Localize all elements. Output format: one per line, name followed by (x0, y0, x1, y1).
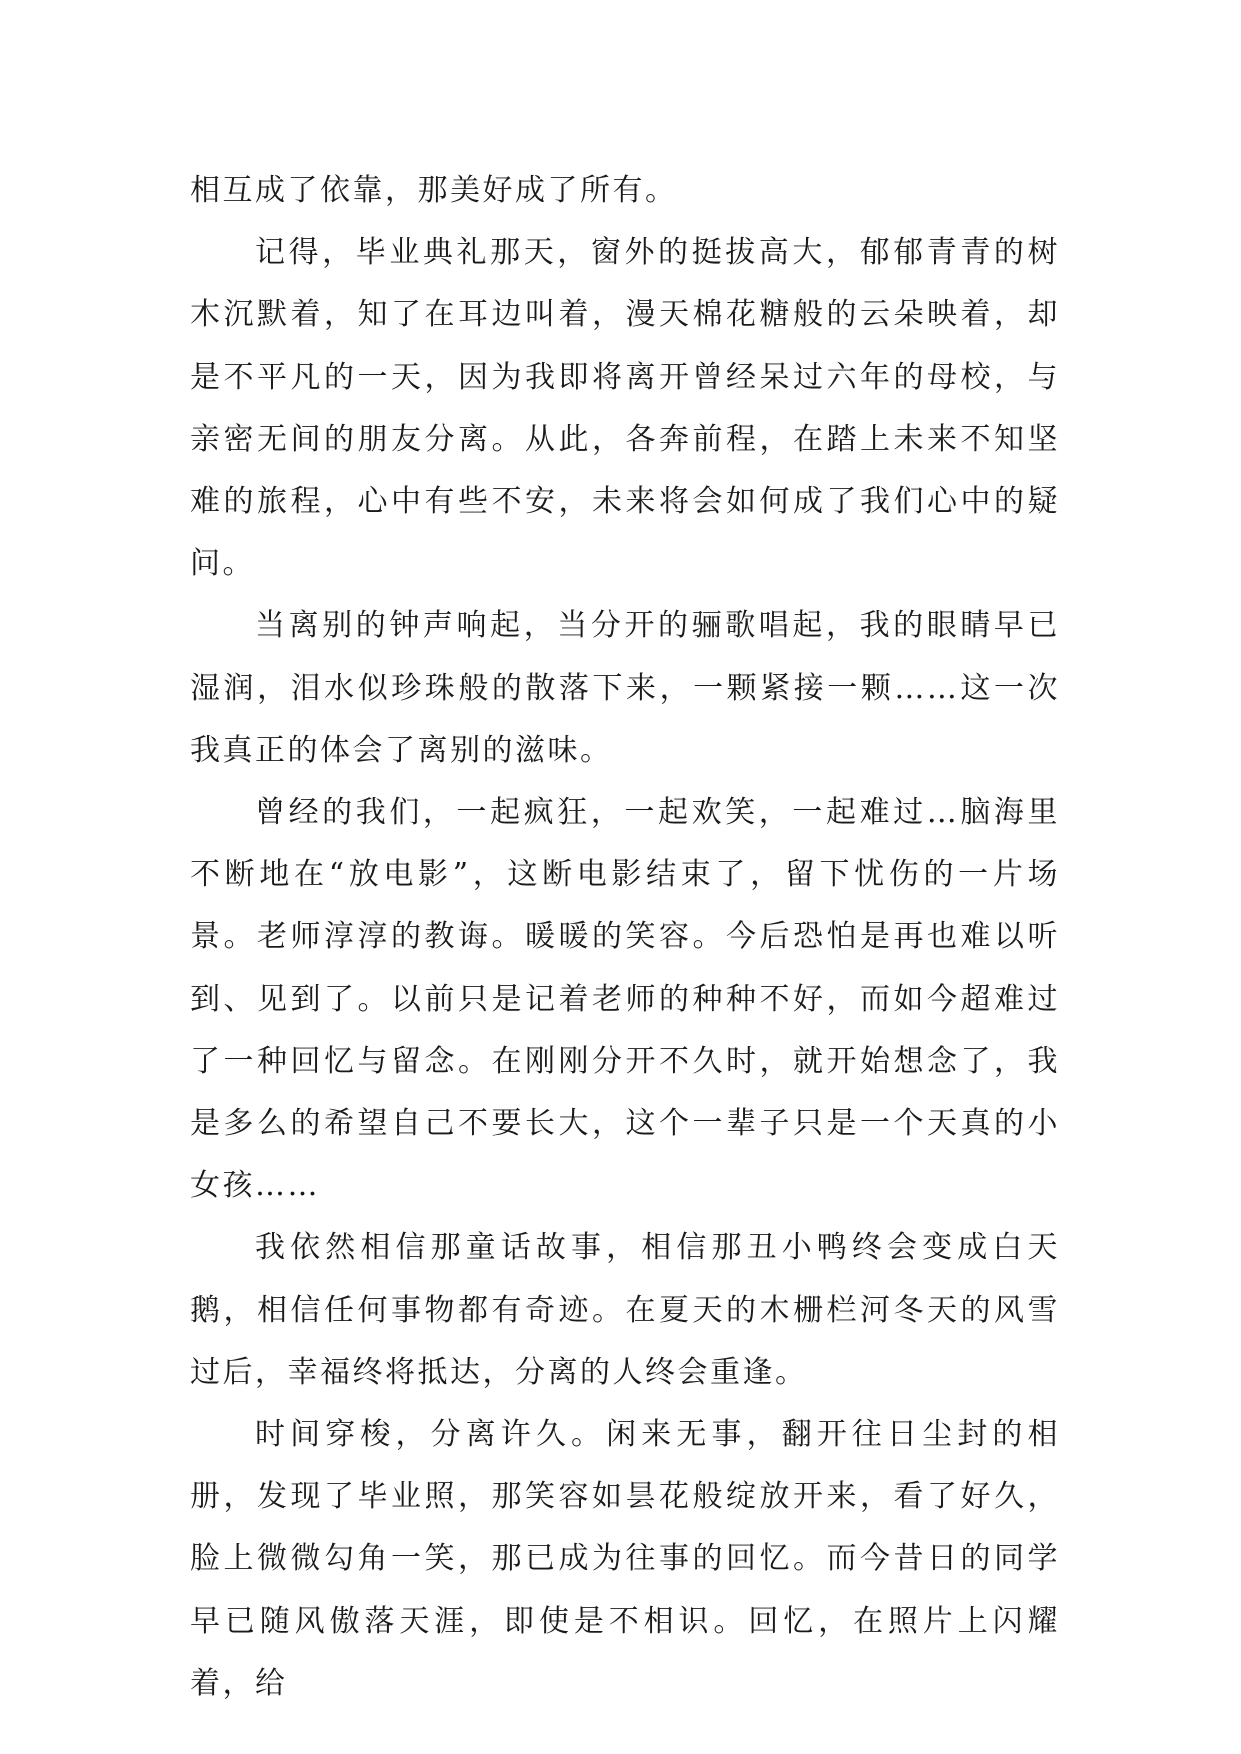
paragraph-graduation-day: 记得，毕业典礼那天，窗外的挺拔高大，郁郁青青的树木沉默着，知了在耳边叫着，漫天棉花糖般的云朵映着，却是不平凡的一天，因为我即将离开曾经呆过六年的母校，与亲密无间的朋友分离。从此，各奔前程，在踏上未来不知坚难的旅程，心中有些不安，未来将会如何成了我们心中的疑问。 (190, 235, 1060, 582)
paragraph-memories: 曾经的我们，一起疯狂，一起欢笑，一起难过…脑海里不断地在“放电影”，这断电影结束了，留下忧伤的一片场景。老师淳淳的教诲。暖暖的笑容。今后恐怕是再也难以听到、见到了。以前只是记着老师的种种不好，而如今超难过了一种回忆与留念。在刚刚分开不久时，就开始想念了，我是多么的希望自己不要长大，这个一辈子只是一个天真的小女孩…… (190, 795, 1060, 1204)
paragraph-farewell-bell: 当离别的钟声响起，当分开的骊歌唱起，我的眼睛早已湿润，泪水似珍珠般的散落下来，一颗紧接一颗……这一次我真正的体会了离别的滋味。 (190, 608, 1060, 768)
paragraph-fairy-tale: 我依然相信那童话故事，相信那丑小鸭终会变成白天鹅，相信任何事物都有奇迹。在夏天的木栅栏河冬天的风雪过后，幸福终将抵达，分离的人终会重逢。 (190, 1230, 1060, 1390)
paragraph-photo-album: 时间穿梭，分离许久。闲来无事，翻开往日尘封的相册，发现了毕业照，那笑容如昙花般绽放开来，看了好久，脸上微微勾角一笑，那已成为往事的回忆。而今昔日的同学早已随风傲落天涯，即使是不相识。回忆，在照片上闪耀着，给 (190, 1417, 1060, 1701)
paragraph-continuation: 相互成了依靠，那美好成了所有。 (190, 173, 678, 208)
document-body (190, 160, 1060, 1715)
